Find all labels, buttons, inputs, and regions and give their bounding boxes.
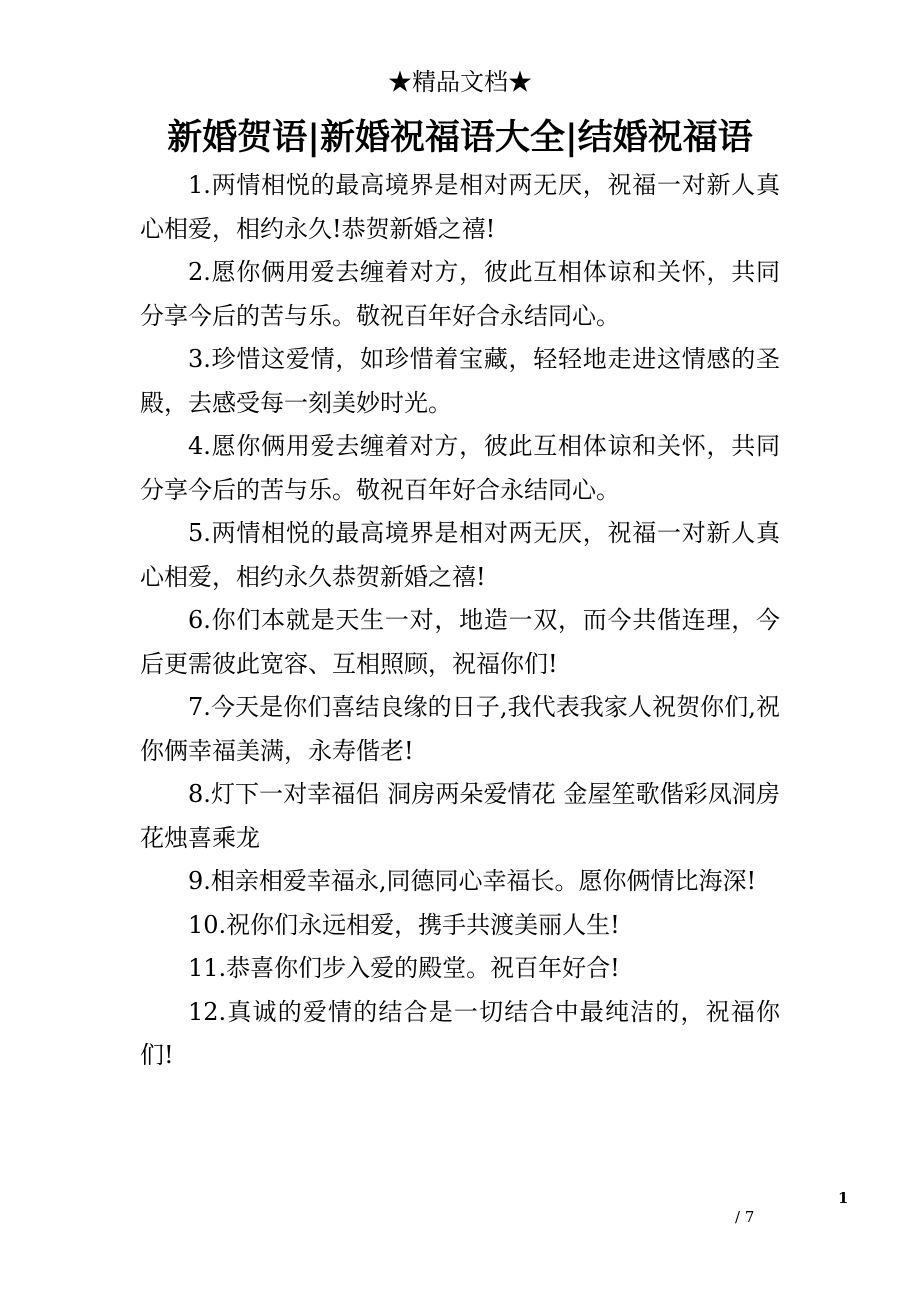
paragraph-7: 7.今天是你们喜结良缘的日子,我代表我家人祝贺你们,祝你俩幸福美满，永寿偕老! xyxy=(140,693,780,765)
paragraph-3: 3.珍惜这爱情，如珍惜着宝藏，轻轻地走进这情感的圣殿，去感受每一刻美妙时光。 xyxy=(140,345,780,417)
paragraph-4: 4.愿你俩用爱去缠着对方，彼此互相体谅和关怀，共同分享今后的苦与乐。敬祝百年好合永结同心。 xyxy=(140,432,780,504)
paragraph-1: 1.两情相悦的最高境界是相对两无厌，祝福一对新人真心相爱，相约永久!恭贺新婚之禧! xyxy=(140,171,780,243)
page-number: 1 xyxy=(838,1189,849,1207)
document-title: 新婚贺语|新婚祝福语大全|结婚祝福语 xyxy=(167,117,753,158)
page-total: / 7 xyxy=(735,1208,755,1226)
paragraph-8: 8.灯下一对幸福侣 洞房两朵爱情花 金屋笙歌偕彩凤洞房花烛喜乘龙 xyxy=(140,780,780,852)
document-body xyxy=(140,164,780,1078)
paragraph-9: 9.相亲相爱幸福永,同德同心幸福长。愿你俩情比海深! xyxy=(188,867,757,895)
paragraph-11: 11.恭喜你们步入爱的殿堂。祝百年好合! xyxy=(188,954,620,982)
paragraph-6: 6.你们本就是天生一对，地造一双，而今共偕连理，今后更需彼此宽容、互相照顾，祝福你们! xyxy=(140,606,780,678)
paragraph-12: 12.真诚的爱情的结合是一切结合中最纯洁的，祝福你们! xyxy=(140,997,780,1069)
paragraph-2: 2.愿你俩用爱去缠着对方，彼此互相体谅和关怀，共同分享今后的苦与乐。敬祝百年好合永结同心。 xyxy=(140,258,780,330)
document-header-label: ★精品文档★ xyxy=(388,68,532,96)
paragraph-5: 5.两情相悦的最高境界是相对两无厌，祝福一对新人真心相爱，相约永久恭贺新婚之禧! xyxy=(140,519,780,591)
paragraph-10: 10.祝你们永远相爱，携手共渡美丽人生! xyxy=(188,910,620,939)
